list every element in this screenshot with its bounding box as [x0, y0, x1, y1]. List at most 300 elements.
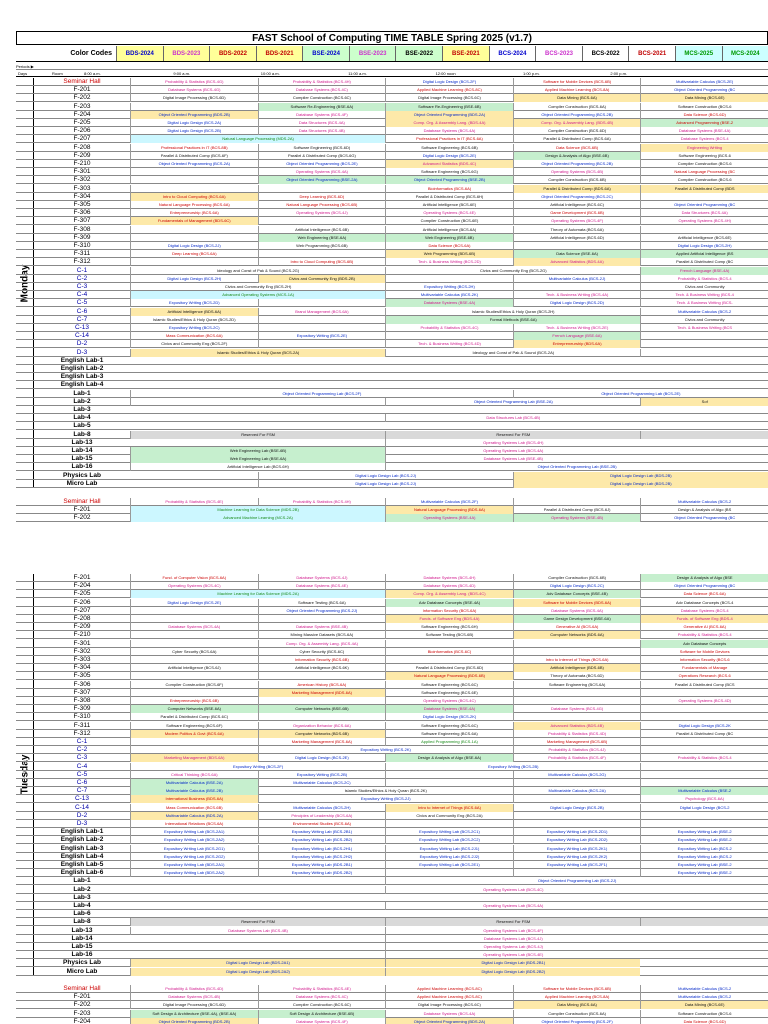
class-cell[interactable]: Digital Logic Design Lab (BCS-2J): [258, 472, 513, 480]
class-cell[interactable]: Computer Networks (BDS-6A): [513, 631, 641, 639]
class-cell[interactable]: Data Structures (BCS-4A): [640, 209, 768, 217]
class-cell[interactable]: Expository Writing (BCS-2B): [385, 763, 640, 771]
class-cell[interactable]: Design & Analysis of Algo (BSE-6B): [513, 152, 641, 160]
class-cell[interactable]: [130, 640, 258, 648]
class-cell[interactable]: Civics and Community Eng (BDS-2B): [258, 275, 386, 283]
class-cell[interactable]: [640, 763, 768, 771]
class-cell[interactable]: Marketing Management (BDS-6A): [258, 689, 386, 697]
class-cell[interactable]: Database Systems (BCS-4A): [385, 1010, 513, 1018]
class-cell[interactable]: Object Oriented Programming (BCS-2C): [513, 193, 641, 201]
class-cell[interactable]: Database Systems (BCS-4C): [258, 993, 386, 1001]
class-cell[interactable]: Reserved For FSM: [385, 431, 640, 439]
class-cell[interactable]: [130, 258, 258, 266]
class-cell[interactable]: Brand Management (BCS-6A): [258, 308, 386, 316]
class-cell[interactable]: Advanced Machine Learning (MCS-2A): [130, 514, 385, 522]
class-cell[interactable]: Generative AI (BCS-6A): [513, 623, 641, 631]
class-cell[interactable]: Expository Writing (BCS-2B): [258, 771, 386, 779]
class-cell[interactable]: Parallel & Distributed Comp (BCS-6H): [385, 193, 513, 201]
class-cell[interactable]: Operating Systems (BSE-4B): [513, 514, 641, 522]
class-cell[interactable]: Data Structures Lab (BCS-4B): [385, 414, 640, 422]
class-cell[interactable]: Compiler Construction (BCS-6A): [513, 103, 641, 111]
class-cell[interactable]: Tech. & Business Writing (BCS-: [640, 299, 768, 307]
class-cell[interactable]: Object Oriented Programming (BCS-2B): [513, 160, 641, 168]
class-cell[interactable]: Expository Writing Lab (BDS-2A2): [130, 869, 258, 877]
class-cell[interactable]: Civics and Community: [640, 316, 768, 324]
class-cell[interactable]: Digital Image Processing (BCS-6C): [385, 1001, 513, 1009]
class-cell[interactable]: Adv Database Concepts (BCS-4: [640, 599, 768, 607]
class-cell[interactable]: [640, 918, 768, 926]
class-cell[interactable]: Expository Writing Lab (BSE-2: [640, 828, 768, 836]
class-cell[interactable]: Civics and Community Eng (BCS-2F): [130, 340, 258, 348]
class-cell[interactable]: Intro to Internet of Things (BCS-6A): [385, 804, 513, 812]
class-cell[interactable]: Natural Language Processing (MDS-2A): [130, 135, 385, 143]
class-cell[interactable]: Compiler Construction (BCS-6: [640, 176, 768, 184]
class-cell[interactable]: Database Systems (BSE-4B): [258, 623, 386, 631]
class-cell[interactable]: Tech. & Business Writing (BCS-2E): [513, 324, 641, 332]
class-cell[interactable]: Adv Database Concepts (BSE-4B): [513, 590, 641, 598]
class-cell[interactable]: Entrepreneurship (BCS-6A): [130, 209, 258, 217]
class-cell[interactable]: French Language (BSE-4A): [640, 267, 768, 275]
class-cell[interactable]: Advanced Operating Systems (MCS-1A): [130, 291, 385, 299]
class-cell[interactable]: Parallel & Distributed Comp (BCS: [640, 681, 768, 689]
class-cell[interactable]: Advanced Statistics (BDS-4B): [513, 722, 641, 730]
class-cell[interactable]: Digital Logic Design Lab (BCS-2J): [258, 480, 513, 488]
class-cell[interactable]: [640, 349, 768, 357]
class-cell[interactable]: Parallel & Distributed Comp (BCS-6G): [258, 152, 386, 160]
class-cell[interactable]: Database Systems (BSE-4A): [385, 299, 513, 307]
class-cell[interactable]: Organization Behavior (BCS-6A): [258, 722, 386, 730]
class-cell[interactable]: [640, 193, 768, 201]
class-cell[interactable]: Comp. Org. & Assembly Lang. (BDS-4C): [385, 590, 513, 598]
class-cell[interactable]: Operating Systems (BCS-4J): [258, 209, 386, 217]
class-cell[interactable]: Expository Writing (BCS-2J): [258, 795, 513, 803]
class-cell[interactable]: Natural Language Processing (BC: [640, 168, 768, 176]
class-cell[interactable]: Artificial Intelligence (BCS-6K): [258, 664, 386, 672]
class-cell[interactable]: Multivariable Calculus (BCS-2: [640, 985, 768, 993]
class-cell[interactable]: Digital Logic Design (BCS-2H): [640, 242, 768, 250]
class-cell[interactable]: Object Oriented Programming (BC: [640, 514, 768, 522]
class-cell[interactable]: Artificial Intelligence (BDS-6B): [513, 664, 641, 672]
class-cell[interactable]: Design & Analysis of Algo (BSE: [640, 574, 768, 582]
class-cell[interactable]: Compiler Construction (BCS-6C): [258, 1001, 386, 1009]
class-cell[interactable]: Reserved For FSM: [130, 918, 385, 926]
class-cell[interactable]: Operating Systems Lab (BCS-4J): [385, 943, 640, 951]
class-cell[interactable]: Computer Networks (BDS-6B): [258, 730, 386, 738]
class-cell[interactable]: Software Engineering (BCS-6: [640, 152, 768, 160]
class-cell[interactable]: Environmental Studies (BCS-6A): [258, 820, 386, 828]
class-cell[interactable]: Comp. Org. & Assembly Lang. (BCS-4A): [258, 640, 386, 648]
class-cell[interactable]: Probability & Statistics (BCS-4J): [513, 746, 641, 754]
class-cell[interactable]: Operating Systems (BCS-4D): [640, 697, 768, 705]
class-cell[interactable]: [640, 738, 768, 746]
class-cell[interactable]: Expository Writing Lab (BCS-2D1): [513, 828, 641, 836]
class-cell[interactable]: Object Oriented Programming Lab (BCS-2J): [385, 877, 768, 885]
class-cell[interactable]: Entrepreneurship (BDS-6A): [513, 340, 641, 348]
class-cell[interactable]: Object Oriented Programming (BCS-2F): [513, 1018, 641, 1024]
class-cell[interactable]: Database Systems (BCS-4A): [130, 623, 258, 631]
class-cell[interactable]: Software Engineering (BCS-6B): [385, 144, 513, 152]
class-cell[interactable]: Compiler Construction (BCS-6B): [513, 176, 641, 184]
class-cell[interactable]: Operating Systems (BCS-4A): [258, 168, 386, 176]
class-cell[interactable]: Database Systems (BCS-4F): [258, 111, 386, 119]
class-cell[interactable]: [640, 431, 768, 439]
class-cell[interactable]: Multivariable Calculus (BSE-2: [640, 787, 768, 795]
class-cell[interactable]: Database Systems (BCS-4G): [513, 705, 641, 713]
class-cell[interactable]: Object Oriented Programming (BCS-2A): [130, 160, 258, 168]
class-cell[interactable]: Marketing Management (BCS-6B): [513, 738, 641, 746]
class-cell[interactable]: Software Testing (BCS-6B): [385, 631, 513, 639]
class-cell[interactable]: Generative AI (BCS-6A): [640, 623, 768, 631]
class-cell[interactable]: Multivariable Calculus (BSE-2B): [130, 787, 258, 795]
class-cell[interactable]: Modern Politics & Govt (BCS-6A): [130, 730, 258, 738]
class-cell[interactable]: Operating Systems (BCS-4C): [130, 582, 258, 590]
class-cell[interactable]: Data Mining (BCS-6E): [640, 94, 768, 102]
class-cell[interactable]: [513, 640, 641, 648]
class-cell[interactable]: Parallel & Distributed Comp (BCS-6F): [130, 152, 258, 160]
class-cell[interactable]: Natural Language Processing (BCS-6A): [130, 201, 258, 209]
class-cell[interactable]: [130, 398, 385, 406]
class-cell[interactable]: Object Oriented Programming Lab (BCS-2F): [130, 390, 513, 398]
class-cell[interactable]: Digital Logic Design (BCS-2: [640, 804, 768, 812]
class-cell[interactable]: Database Systems (BCS-4J): [258, 574, 386, 582]
class-cell[interactable]: Tech. & Business Writing (BCS-4D): [385, 340, 513, 348]
class-cell[interactable]: Advanced Statistics (BDS-4C): [385, 160, 513, 168]
class-cell[interactable]: Tech. & Business Writing (BCS-2D): [385, 258, 513, 266]
class-cell[interactable]: Data Mining (BCS-6A): [513, 1001, 641, 1009]
class-cell[interactable]: Data Science (BCS-6B): [513, 144, 641, 152]
class-cell[interactable]: Parallel & Distributed Comp (BDS: [640, 185, 768, 193]
class-cell[interactable]: Adv Database Concepts: [640, 640, 768, 648]
class-cell[interactable]: Civics and Community Eng (BCS-2A): [385, 812, 513, 820]
class-cell[interactable]: Multivariable Calculus (BCS-2A): [513, 787, 641, 795]
class-cell[interactable]: Theory of Automata (BCS-6A): [513, 226, 641, 234]
class-cell[interactable]: Operating Systems (BCS-4E): [385, 209, 513, 217]
class-cell[interactable]: Object Oriented Programming (BC: [640, 582, 768, 590]
class-cell[interactable]: Database Systems (BCS-4: [640, 607, 768, 615]
class-cell[interactable]: Principles of Leadership (BCS-6A): [258, 812, 386, 820]
class-cell[interactable]: Database Systems (BSE-4A): [640, 127, 768, 135]
class-cell[interactable]: Probability & Statistics (BCS-4G): [130, 78, 258, 86]
class-cell[interactable]: Digital Logic Design Lab (BDS-2A1): [130, 959, 385, 967]
class-cell[interactable]: Software for Mobile Devices (BCS-6B): [513, 78, 641, 86]
class-cell[interactable]: Expository Writing (BCS-2K): [258, 746, 513, 754]
class-cell[interactable]: Object Oriented Programming (BDS-2A): [385, 111, 513, 119]
class-cell[interactable]: Object Oriented Programming Lab (BSE-2B): [385, 463, 768, 471]
class-cell[interactable]: Computer Networks (BSE-6A): [130, 705, 258, 713]
class-cell[interactable]: [130, 689, 258, 697]
class-cell[interactable]: Digital Logic Design (BCS-2K: [640, 722, 768, 730]
class-cell[interactable]: [130, 103, 258, 111]
class-cell[interactable]: Compiler Construction (BCS-6: [640, 160, 768, 168]
class-cell[interactable]: Database Systems (BCS-4H): [385, 574, 513, 582]
class-cell[interactable]: Compiler Construction (BCS-6C): [258, 94, 386, 102]
class-cell[interactable]: Critical Thinking (BCS-6A): [130, 771, 258, 779]
class-cell[interactable]: Parallel & Distributed Comp (BCS-6J): [513, 506, 641, 514]
class-cell[interactable]: Marketing Management (BDS-6A): [130, 754, 258, 762]
class-cell[interactable]: Applied Machine Learning (BCS-8A): [513, 86, 641, 94]
class-cell[interactable]: Digital Logic Design (BCS-2A): [130, 119, 258, 127]
class-cell[interactable]: Software for Mobile Devices (BDS-6A): [513, 599, 641, 607]
class-cell[interactable]: Operating Systems Lab (BCS-4A): [385, 447, 640, 455]
class-cell[interactable]: Software Construction (BCS-6: [640, 1010, 768, 1018]
class-cell[interactable]: [513, 779, 641, 787]
class-cell[interactable]: Tech. & Business Writing (BCS: [640, 324, 768, 332]
class-cell[interactable]: Data Science (BCS-6D): [640, 1018, 768, 1024]
class-cell[interactable]: Compiler Construction (BCS-6F): [130, 681, 258, 689]
class-cell[interactable]: Probability & Statistics (BCS-4C): [385, 324, 513, 332]
class-cell[interactable]: Civics and Community Eng (BCS-2G): [385, 267, 640, 275]
class-cell[interactable]: Digital Logic Design (BCS-2J): [130, 242, 258, 250]
class-cell[interactable]: Design & Analysis of Algo (BS: [640, 506, 768, 514]
class-cell[interactable]: Intro to Cloud Computing (BCS-6A): [130, 193, 258, 201]
class-cell[interactable]: Object Oriented Programming Lab (BCS-2E): [513, 390, 768, 398]
class-cell[interactable]: Bioinformatics (BCS-6A): [385, 185, 513, 193]
class-cell[interactable]: Software Re-Engineering (BSE-6B): [385, 103, 513, 111]
class-cell[interactable]: Digital Logic Design (BCS-2D): [513, 299, 641, 307]
class-cell[interactable]: Software Engineering (BCS-6D): [258, 144, 386, 152]
class-cell[interactable]: Artificial Intelligence (BCS-6E): [385, 201, 513, 209]
class-cell[interactable]: Object Oriented Programming (BDS-2B): [130, 111, 258, 119]
class-cell[interactable]: Web Engineering Lab (BSE-6B): [130, 447, 385, 455]
class-cell[interactable]: [513, 713, 641, 721]
class-cell[interactable]: Multivariable Calculus (BCS-2J): [513, 275, 641, 283]
class-cell[interactable]: Parallel & Distributed Comp (BCS-6A): [513, 135, 641, 143]
class-cell[interactable]: [130, 672, 258, 680]
class-cell[interactable]: Applied Machine Learning (BCS-8C): [385, 993, 513, 1001]
class-cell[interactable]: Compiler Construction (BCS-6D): [513, 127, 641, 135]
class-cell[interactable]: Operating Systems Lab (BCS-4A): [385, 902, 640, 910]
class-cell[interactable]: Database Systems (BCS-4B): [130, 993, 258, 1001]
class-cell[interactable]: Natural Language Processing (BDS-6A): [385, 506, 513, 514]
class-cell[interactable]: [385, 869, 513, 877]
class-cell[interactable]: Natural Language Processing (BCS-6B): [258, 201, 386, 209]
class-cell[interactable]: Operations Research (BCS-6: [640, 672, 768, 680]
class-cell[interactable]: Software Engineering (BCS-6H): [385, 623, 513, 631]
class-cell[interactable]: Digital Logic Design (BCS-2E): [258, 754, 386, 762]
class-cell[interactable]: Multivariable Calculus (BCS-2K): [385, 291, 513, 299]
class-cell[interactable]: Digital Image Processing (BCS-6D): [130, 1001, 258, 1009]
class-cell[interactable]: [513, 648, 641, 656]
class-cell[interactable]: [385, 771, 513, 779]
class-cell[interactable]: [513, 820, 641, 828]
class-cell[interactable]: Tech. & Business Writing (BCS-4: [640, 291, 768, 299]
class-cell[interactable]: Multivariable Calculus (BCS-2F): [385, 498, 513, 506]
class-cell[interactable]: [130, 607, 258, 615]
class-cell[interactable]: Applied Machine Learning (BCS-8A): [513, 993, 641, 1001]
class-cell[interactable]: [258, 697, 386, 705]
class-cell[interactable]: Information Security (BCS-6: [640, 656, 768, 664]
class-cell[interactable]: [258, 324, 386, 332]
class-cell[interactable]: Data Science (BCS-6A): [640, 590, 768, 598]
class-cell[interactable]: [513, 283, 641, 291]
class-cell[interactable]: Web Programming (BDS-6B): [385, 250, 513, 258]
class-cell[interactable]: Multivariable Calculus (BCS-2: [640, 993, 768, 1001]
class-cell[interactable]: [130, 746, 258, 754]
class-cell[interactable]: Fundamentals of Manage: [640, 664, 768, 672]
class-cell[interactable]: Adv Database Concepts (BSE-4A): [385, 599, 513, 607]
class-cell[interactable]: Software Engineering (BCS-6C): [385, 681, 513, 689]
class-cell[interactable]: Mining Massive Datasets (BCS-6A): [258, 631, 386, 639]
class-cell[interactable]: Expository Writing Lab (BCS-2B2): [258, 836, 386, 844]
class-cell[interactable]: Expository Writing Lab (BSE-2: [640, 836, 768, 844]
class-cell[interactable]: Formal Methods (BSE-6A): [385, 316, 640, 324]
class-cell[interactable]: Probability & Statistics (BCS-4F): [513, 754, 641, 762]
class-cell[interactable]: Applied Artificial Intelligence (BS: [640, 250, 768, 258]
class-cell[interactable]: Expository Writing Lab (BCS-2K2): [513, 853, 641, 861]
class-cell[interactable]: Expository Writing Lab (BCS-2E1): [385, 861, 513, 869]
class-cell[interactable]: Expository Writing Lab (BCS-2K1): [513, 845, 641, 853]
class-cell[interactable]: Intro to Internet of Things (BCS-6A): [513, 656, 641, 664]
class-cell[interactable]: Probability & Statistics (BCS-4: [640, 631, 768, 639]
class-cell[interactable]: [640, 713, 768, 721]
class-cell[interactable]: Artificial Intelligence Lab (BCS-6H): [130, 463, 385, 471]
class-cell[interactable]: Islamic Studies/Ethics & Holy Quran (BCS-2K): [258, 787, 513, 795]
class-cell[interactable]: [258, 340, 386, 348]
class-cell[interactable]: Bioinformatics (BCS-6C): [385, 648, 513, 656]
class-cell[interactable]: Data Science (BCS-6D): [640, 111, 768, 119]
class-cell[interactable]: Database Systems (BCS-4E): [258, 582, 386, 590]
class-cell[interactable]: Expository Writing (BCS-2D): [130, 299, 258, 307]
class-cell[interactable]: [640, 340, 768, 348]
class-cell[interactable]: Deep Learning (BCS-6D): [258, 193, 386, 201]
class-cell[interactable]: Soft Design & Architecture (BSE-4A), (BSE-6A): [130, 1010, 258, 1018]
class-cell[interactable]: Psychology (BCS-6A): [640, 795, 768, 803]
class-cell[interactable]: [130, 168, 258, 176]
class-cell[interactable]: Digital Logic Design (BCS-2B): [130, 127, 258, 135]
class-cell[interactable]: [385, 275, 513, 283]
class-cell[interactable]: Islamic Studies/Ethics & Holy Quran (BCS-2D): [130, 316, 258, 324]
class-cell[interactable]: Artificial Intelligence (BCS-6D): [513, 234, 641, 242]
class-cell[interactable]: [130, 226, 258, 234]
class-cell[interactable]: [130, 615, 258, 623]
class-cell[interactable]: Database Systems (BSE-4A): [385, 705, 513, 713]
class-cell[interactable]: Software Construction (BCS-6: [640, 103, 768, 111]
class-cell[interactable]: Database Systems (BCS-4G): [130, 86, 258, 94]
class-cell[interactable]: Multivariable Calculus (BCS-2: [640, 498, 768, 506]
class-cell[interactable]: Object Oriented Programming (BSE-2B): [385, 176, 513, 184]
class-cell[interactable]: [130, 176, 258, 184]
class-cell[interactable]: Design & Analysis of Algo (BSE-6A): [385, 754, 513, 762]
class-cell[interactable]: Artificial Intelligence (BCS-6J): [130, 664, 258, 672]
class-cell[interactable]: [640, 226, 768, 234]
class-cell[interactable]: Object Oriented Programming (BSE-2A): [258, 176, 386, 184]
class-cell[interactable]: Multivariable Calculus (BSE-2A): [130, 779, 258, 787]
class-cell[interactable]: Expository Writing Lab (BCS-2C1): [385, 828, 513, 836]
class-cell[interactable]: Intro to Cloud Computing (BCS-6B): [258, 258, 386, 266]
class-cell[interactable]: Expository Writing Lab (BCS-2F1): [513, 861, 641, 869]
class-cell[interactable]: Object Oriented Programming Lab (BSE-2A): [385, 398, 640, 406]
class-cell[interactable]: International Business (BDS-6A): [130, 795, 258, 803]
class-cell[interactable]: Database Systems (BCS-4A): [513, 607, 641, 615]
class-cell[interactable]: Expository Writing Lab (BCS-2G1): [130, 845, 258, 853]
class-cell[interactable]: Database Systems (BCS-4F): [258, 1018, 386, 1024]
class-cell[interactable]: Operating Systems (BCS-4B): [513, 168, 641, 176]
class-cell[interactable]: Cyber Security (BCS-6A): [130, 648, 258, 656]
class-cell[interactable]: Multivariable Calculus (BCS-2: [640, 308, 768, 316]
class-cell[interactable]: Reserved For FSM: [385, 918, 640, 926]
class-cell[interactable]: [385, 779, 513, 787]
class-cell[interactable]: [513, 812, 641, 820]
class-cell[interactable]: [513, 498, 641, 506]
class-cell[interactable]: Digital Image Processing (BCS-6D): [130, 94, 258, 102]
class-cell[interactable]: [513, 795, 641, 803]
class-cell[interactable]: Applied Programming (BCS-1A): [385, 738, 513, 746]
class-cell[interactable]: Expository Writing Lab (BCS-2A2): [130, 836, 258, 844]
class-cell[interactable]: Expository Writing Lab (BDS-2B2): [258, 869, 386, 877]
class-cell[interactable]: Software Re-Engineering (BSE-6A): [258, 103, 386, 111]
class-cell[interactable]: Theory of Automata (BCS-6D): [513, 672, 641, 680]
class-cell[interactable]: [513, 697, 641, 705]
class-cell[interactable]: [640, 746, 768, 754]
class-cell[interactable]: Funds. of Software Eng (BDS-4A): [385, 615, 513, 623]
class-cell[interactable]: Expository Writing (BCS-2H): [385, 283, 513, 291]
class-cell[interactable]: Islamic Studies/Ethics & Holy Quran (BCS-2A): [130, 349, 385, 357]
class-cell[interactable]: Digital Logic Design Lab (BDS-2B): [513, 472, 768, 480]
class-cell[interactable]: Islamic Studies/Ethics & Holy Quran (BCS-2H): [385, 308, 640, 316]
class-cell[interactable]: Operating Systems (BSE-4A): [385, 514, 513, 522]
class-cell[interactable]: Database Systems (BCS-4D): [385, 582, 513, 590]
class-cell[interactable]: Operating Systems (BCS-4C): [385, 697, 513, 705]
class-cell[interactable]: Multivariable Calculus (BDS-2A): [130, 812, 258, 820]
class-cell[interactable]: Digital Logic Design (BCS-2H): [130, 275, 258, 283]
class-cell[interactable]: Funds. of Software Eng (BDS-4: [640, 615, 768, 623]
class-cell[interactable]: Web Engineering (BSE-6B): [385, 234, 513, 242]
class-cell[interactable]: Ideology and Const of Pak & Sound (BCS-2A): [385, 349, 640, 357]
class-cell[interactable]: Professional Practices in IT (BCS-6A): [385, 135, 513, 143]
class-cell[interactable]: Fundamentals of Management (BDS-6C): [130, 217, 258, 225]
class-cell[interactable]: [640, 820, 768, 828]
class-cell[interactable]: Object Oriented Programming (BDS-2A): [385, 1018, 513, 1024]
class-cell[interactable]: [385, 820, 513, 828]
class-cell[interactable]: [385, 640, 513, 648]
class-cell[interactable]: Parallel & Distributed Comp (BC: [640, 258, 768, 266]
class-cell[interactable]: Civics and Community: [640, 283, 768, 291]
class-cell[interactable]: Probability & Statistics (BCS-4D): [130, 985, 258, 993]
class-cell[interactable]: Digital Logic Design (BCS-2F): [385, 78, 513, 86]
class-cell[interactable]: Object Oriented Programming (BCS-2J): [258, 607, 386, 615]
class-cell[interactable]: [640, 332, 768, 340]
class-cell[interactable]: Expository Writing (BCS-2C): [130, 324, 258, 332]
class-cell[interactable]: [130, 185, 258, 193]
class-cell[interactable]: Digital Logic Design (BCS-2B): [513, 804, 641, 812]
class-cell[interactable]: Artificial Intelligence (BDS-6A): [130, 308, 258, 316]
class-cell[interactable]: Artificial Intelligence (BCS-6A): [385, 226, 513, 234]
class-cell[interactable]: [258, 217, 386, 225]
class-cell[interactable]: Probability & Statistics (BCS-4H): [258, 78, 386, 86]
class-cell[interactable]: Digital Image Processing (BCS-6C): [385, 94, 513, 102]
class-cell[interactable]: Multivariable Calculus (BCS-2H): [258, 804, 386, 812]
class-cell[interactable]: Expository Writing Lab (BCS-2D2): [513, 836, 641, 844]
class-cell[interactable]: Digital Logic Design (BCS-2K): [385, 713, 513, 721]
class-cell[interactable]: French Language (BSE-6A): [513, 332, 641, 340]
class-cell[interactable]: [258, 713, 386, 721]
class-cell[interactable]: Artificial Intelligence (BCS-6B): [258, 226, 386, 234]
class-cell[interactable]: Digital Logic Design (BCS-2E): [385, 152, 513, 160]
class-cell[interactable]: Data Science (BCS-6A): [385, 242, 513, 250]
class-cell[interactable]: Expository Writing Lab (BDS-2A1): [130, 861, 258, 869]
class-cell[interactable]: Object Oriented Programming (BCS-2B): [513, 111, 641, 119]
class-cell[interactable]: Digital Logic Design (BCS-2C): [513, 582, 641, 590]
class-cell[interactable]: Computer Networks (BSE-6B): [258, 705, 386, 713]
class-cell[interactable]: Mass Communication (BCS-6B): [130, 804, 258, 812]
class-cell[interactable]: Web Programming (BCS-6B): [258, 242, 386, 250]
class-cell[interactable]: Soft Design & Architecture (BSE-6B): [258, 1010, 386, 1018]
class-cell[interactable]: Database Systems Lab (BSE-4B): [385, 455, 640, 463]
class-cell[interactable]: Expository Writing Lab (BCS-2B1): [258, 828, 386, 836]
class-cell[interactable]: Object Oriented Programming (BC: [640, 201, 768, 209]
class-cell[interactable]: Software Engineering (BCS-6E): [385, 689, 513, 697]
class-cell[interactable]: Comp. Org. & Assembly Lang. (BDS-4B): [513, 119, 641, 127]
